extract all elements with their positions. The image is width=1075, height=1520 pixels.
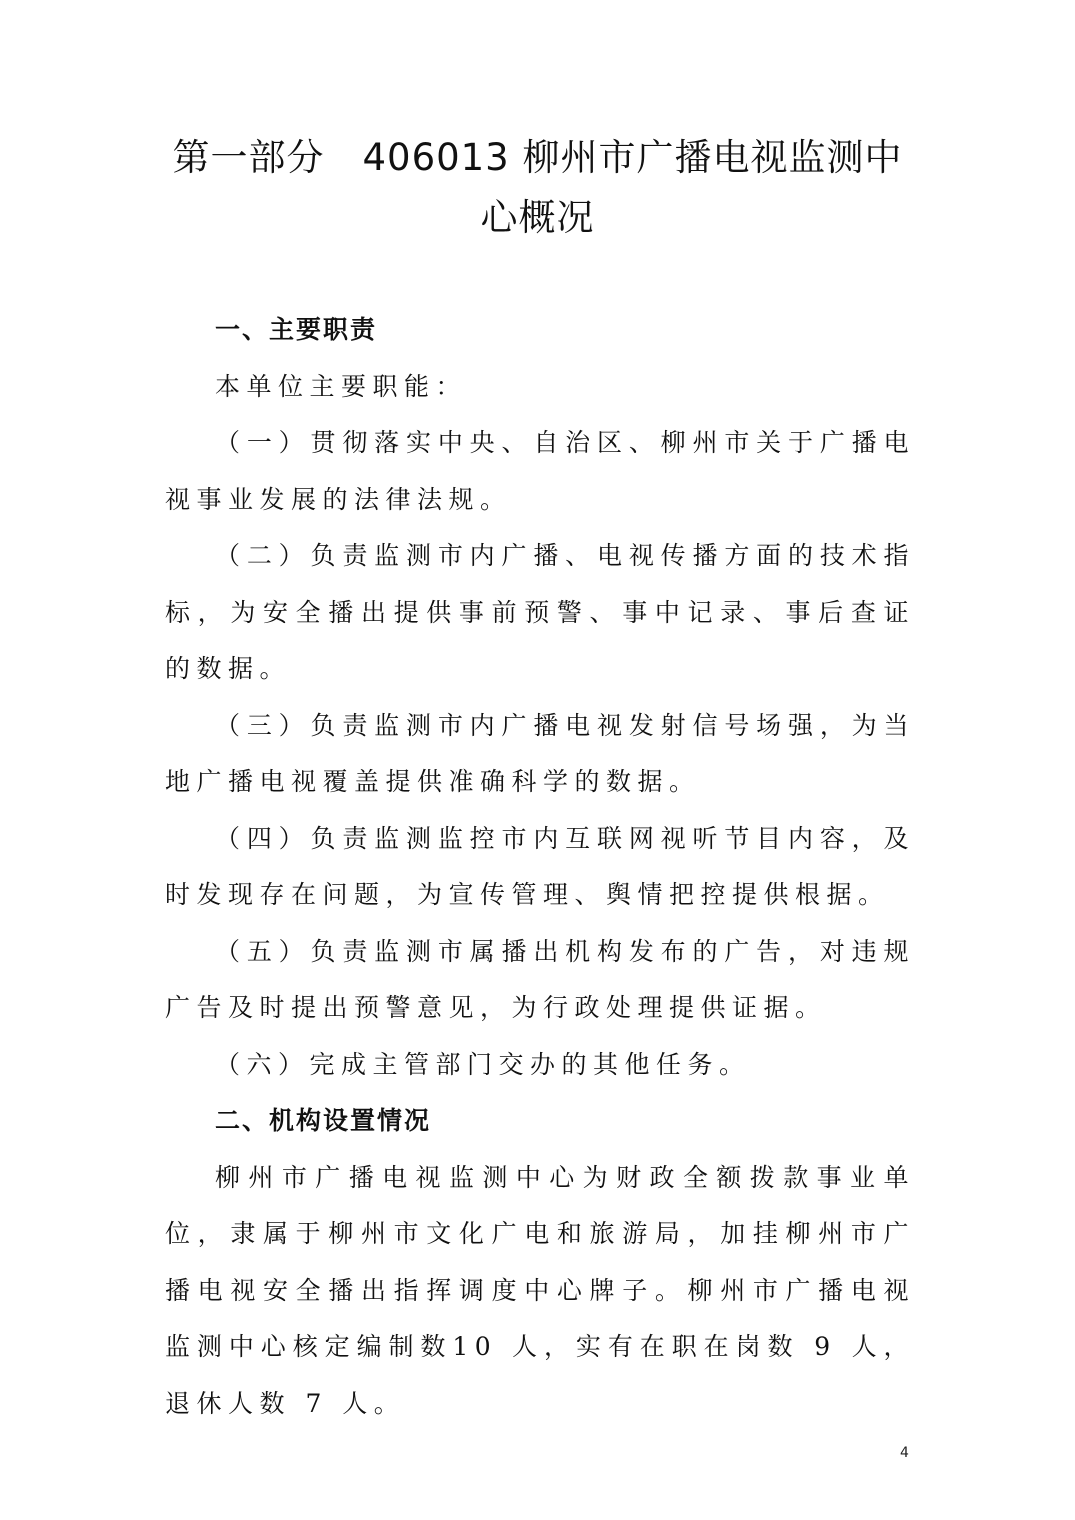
duty-item: （三）负责监测市内广播电视发射信号场强，为当地广播电视覆盖提供准确科学的数据。 <box>165 710 915 796</box>
section-heading-duties: 一、主要职责 <box>215 315 378 344</box>
page-number: 4 <box>900 1445 909 1461</box>
section-heading-organization: 二、机构设置情况 <box>215 1106 432 1135</box>
organization-paragraph: 柳州市广播电视监测中心为财政全额拨款事业单位，隶属于柳州市文化广电和旅游局，加挂柳州市广播电视安全播出指挥调度中心牌子。柳州市广播电视监测中心核定编制数10 人，实有在职在岗数 9 人，退休人数 7 人。 <box>165 1162 915 1418</box>
document-body <box>165 302 915 1432</box>
duties-intro: 本单位主要职能： <box>215 371 468 401</box>
page-title-line-1: 第一部分 406013 柳州市广播电视监测中 <box>172 136 903 179</box>
page-title <box>120 128 955 248</box>
duty-item: （五）负责监测市属播出机构发布的广告，对违规广告及时提出预警意见，为行政处理提供证据。 <box>165 936 915 1022</box>
duty-item: （二）负责监测市内广播、电视传播方面的技术指标，为安全播出提供事前预警、事中记录、事后查证的数据。 <box>165 541 915 683</box>
duty-item: （四）负责监测监控市内互联网视听节目内容，及时发现存在问题，为宣传管理、舆情把控提供根据。 <box>165 823 915 909</box>
page-title-line-2: 心概况 <box>480 196 595 239</box>
duty-item: （六）完成主管部门交办的其他任务。 <box>215 1049 751 1079</box>
duty-item: （一）贯彻落实中央、自治区、柳州市关于广播电视事业发展的法律法规。 <box>165 428 915 514</box>
